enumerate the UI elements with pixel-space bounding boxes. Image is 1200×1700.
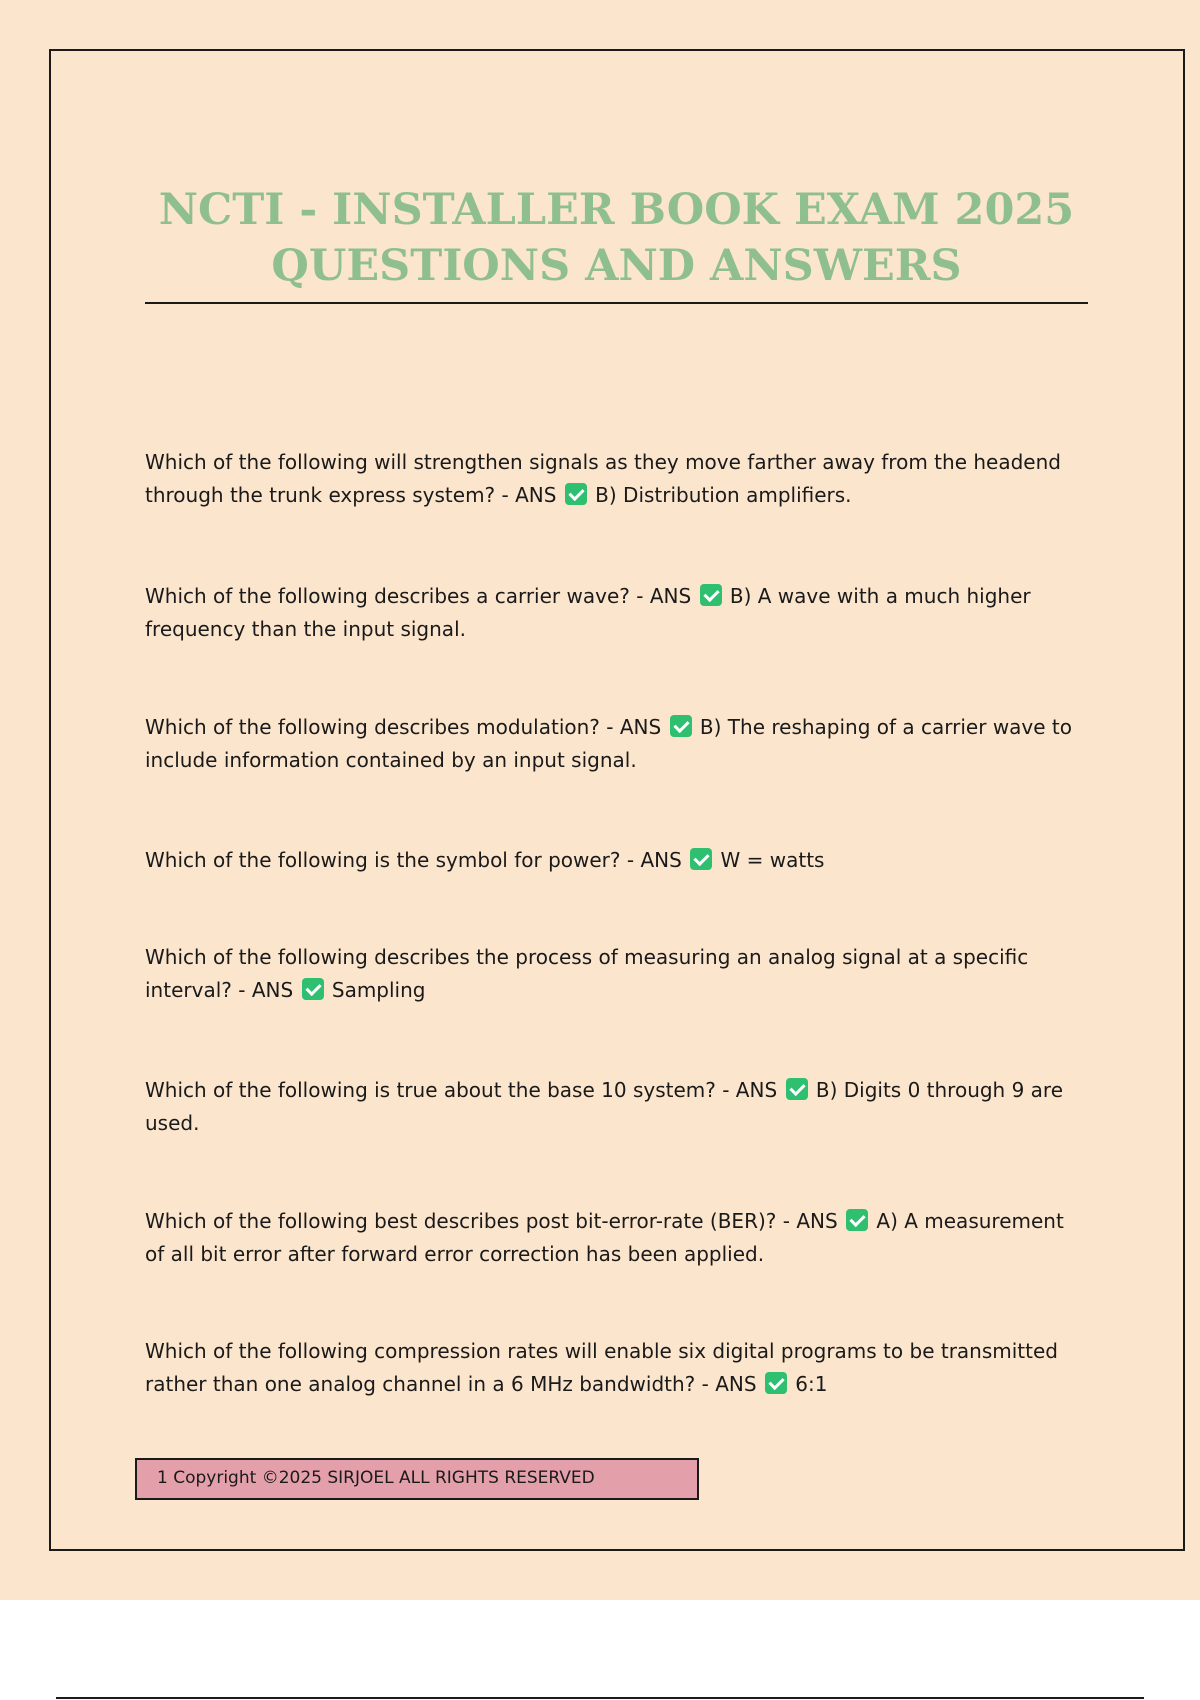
- answer-text: B) Distribution amplifiers.: [595, 483, 852, 507]
- title-line-2: QUESTIONS AND ANSWERS: [271, 241, 962, 291]
- check-mark-icon: [765, 1372, 787, 1394]
- check-mark-icon: [700, 584, 722, 606]
- check-mark-icon: [565, 483, 587, 505]
- qa-item: Which of the following compression rates will enable six digital programs to be transmitted rather than one analog channel in a 6 MHz bandwidth? - ANS 6:1: [145, 1339, 1058, 1396]
- question-text: Which of the following describes modulation?: [145, 715, 600, 739]
- answer-marker: ANS: [649, 584, 692, 608]
- title-underline: [145, 302, 1088, 304]
- copyright-footer: [135, 1458, 699, 1500]
- answer-text: 6:1: [795, 1372, 828, 1396]
- qa-item: Which of the following describes a carrier wave? - ANS B) A wave with a much higher frequency than the input signal.: [145, 584, 1031, 641]
- check-mark-icon: [846, 1209, 868, 1231]
- answer-marker: ANS: [640, 848, 682, 872]
- check-mark-icon: [670, 715, 692, 737]
- answer-marker: ANS: [515, 483, 557, 507]
- answer-text: Sampling: [331, 978, 426, 1002]
- question-text: Which of the following will strengthen signals as they move farther away from the headend through the trunk express system?: [145, 450, 1061, 507]
- check-mark-icon: [690, 848, 712, 870]
- copyright-text: 1 Copyright ©2025 SIRJOEL ALL RIGHTS RESERVED: [157, 1468, 595, 1488]
- qa-item: Which of the following describes modulation? - ANS B) The reshaping of a carrier wave to include information contained by an input signal.: [145, 715, 1073, 772]
- question-text: Which of the following describes a carrier wave?: [145, 584, 630, 608]
- answer-marker: ANS: [735, 1078, 778, 1102]
- answer-text: A) A measurement of all bit error after forward error correction has been applied.: [145, 1209, 1064, 1266]
- document-title: [145, 182, 1088, 294]
- answer-marker: ANS: [796, 1209, 838, 1233]
- qa-item: Which of the following is true about the base 10 system? - ANS B) Digits 0 through 9 are used.: [145, 1078, 1064, 1135]
- answer-text: B) A wave with a much higher frequency than the input signal.: [145, 584, 1031, 641]
- question-text: Which of the following describes the process of measuring an analog signal at a specific interval?: [145, 945, 1029, 1002]
- qa-item: Which of the following best describes post bit-error-rate (BER)? - ANS A) A measurement of all bit error after forward error correction has been applied.: [145, 1209, 1064, 1266]
- answer-marker: ANS: [619, 715, 662, 739]
- question-text: Which of the following is the symbol for power?: [145, 848, 621, 872]
- qa-item: Which of the following will strengthen signals as they move farther away from the headend through the trunk express system? - ANS B) Distribution amplifiers.: [145, 450, 1061, 507]
- check-mark-icon: [302, 978, 324, 1000]
- bottom-divider: [56, 1697, 1144, 1699]
- answer-marker: ANS: [715, 1372, 757, 1396]
- qa-item: Which of the following describes the process of measuring an analog signal at a specific interval? - ANS Sampling: [145, 945, 1029, 1002]
- answer-text: B) Digits 0 through 9 are used.: [145, 1078, 1064, 1135]
- answer-text: B) The reshaping of a carrier wave to include information contained by an input signal.: [145, 715, 1073, 772]
- question-text: Which of the following best describes post bit-error-rate (BER)?: [145, 1209, 777, 1233]
- check-mark-icon: [786, 1078, 808, 1100]
- qa-item: Which of the following is the symbol for power? - ANS W = watts: [145, 848, 825, 872]
- question-text: Which of the following compression rates will enable six digital programs to be transmitted rather than one analog channel in a 6 MHz bandwidth?: [145, 1339, 1058, 1396]
- question-text: Which of the following is true about the base 10 system?: [145, 1078, 716, 1102]
- answer-marker: ANS: [251, 978, 294, 1002]
- title-line-1: NCTI - INSTALLER BOOK EXAM 2025: [158, 185, 1075, 235]
- answer-text: W = watts: [720, 848, 825, 872]
